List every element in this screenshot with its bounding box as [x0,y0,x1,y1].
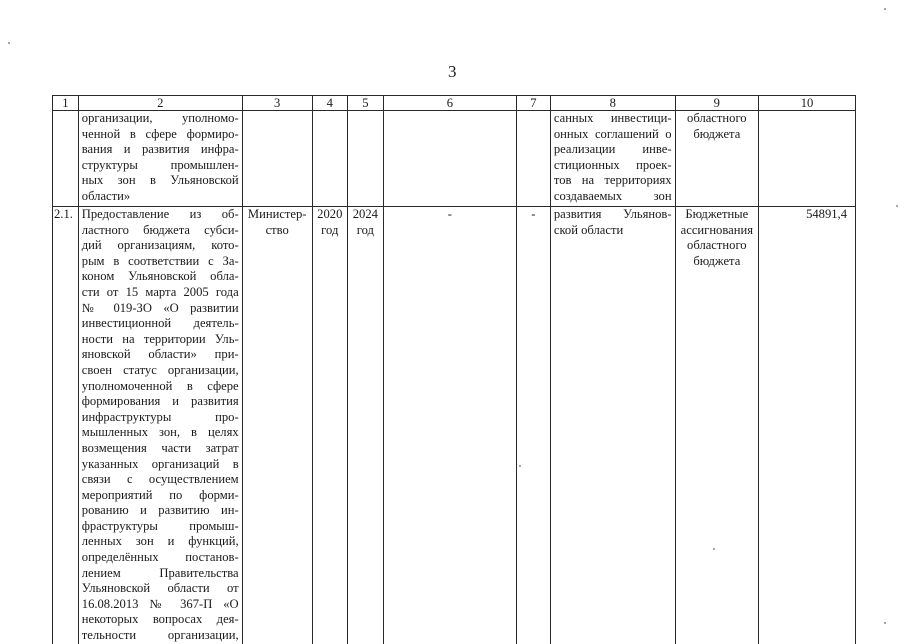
text-line: формирования и развития [81,394,239,409]
row-number-cell: 2.1. [53,207,79,644]
text-line: связи с осуществлением [81,472,239,487]
row-number-cell [53,111,79,207]
table-row [53,207,856,644]
executor-cell [242,111,312,207]
text-line: вания и развития инфра- [81,142,239,157]
text-line: 16.08.2013 № 367-П «О [81,596,239,611]
text-line: ассигнования [680,222,753,237]
text-line: областного [687,238,747,253]
end-year-cell [347,111,383,207]
indicator-text [554,207,672,238]
page-number: 3 [448,62,457,81]
executor-cell [242,207,312,644]
table-row [53,111,856,207]
text-line: определённых постанов- [81,550,239,565]
executor-text [246,207,309,238]
text-line: Предоставление из об- [81,207,239,221]
text-line: рованию и развитию ин- [81,503,239,518]
funding-source-text [679,207,755,269]
col7-cell [516,111,550,207]
text-line: тов на территориях [553,173,672,188]
text-line: ченной в сфере формиро- [81,126,239,141]
text-line: год [321,222,339,237]
text-line: яновской области» при- [81,347,239,362]
text-line: структуры промышлен- [81,157,239,172]
text-line: тельности организации, [81,628,239,643]
indicator-cell [550,111,675,207]
amount-cell [759,111,856,207]
text-line: онных соглашений о [553,126,672,141]
text-line: ленных зон и функций, [81,534,239,549]
header-cell: 4 [312,96,347,111]
header-cell: 6 [383,96,516,111]
description-cell [78,207,242,644]
header-cell: 9 [675,96,758,111]
text-line: инфраструктуры про- [81,409,239,424]
scan-speck [884,8,886,10]
text-line: коном Ульяновской обла- [81,269,239,284]
col6-cell: - [383,207,516,644]
text-line: Министер- [247,207,307,221]
text-line: дий организациям, кото- [81,238,239,253]
text-line: организации, уполномо- [81,111,239,125]
text-line: ластного бюджета субси- [81,222,239,237]
start-year-text [314,207,346,238]
text-line: сти от 15 марта 2005 года [81,284,239,299]
text-line: санных инвестици- [553,111,672,125]
col6-cell [383,111,516,207]
text-line: ности на территории Уль- [81,331,239,346]
text-line: развития Ульянов- [553,207,672,221]
text-line: Бюджетные [685,207,749,221]
indicator-text [554,111,672,205]
text-line: лением Правительства [81,565,239,580]
text-line: возмещения части затрат [81,440,239,455]
text-line: № 019-ЗО «О развитии [81,300,239,315]
program-table [52,95,856,644]
scan-speck [8,42,10,44]
amount-cell: 54891,4 [759,207,856,644]
funding-source-text [679,111,755,142]
scan-speck [519,465,521,467]
text-line: бюджета [693,253,741,268]
description-cell [78,111,242,207]
text-line: бюджета [693,126,741,141]
header-cell: 8 [550,96,675,111]
text-line: стиционных проек- [553,157,672,172]
text-line: Ульяновской области от [81,581,239,596]
funding-source-cell [675,207,758,644]
text-line: год [356,222,374,237]
funding-source-cell [675,111,758,207]
col7-cell: - [516,207,550,644]
text-line: инвестиционной деятель- [81,316,239,331]
text-line: создаваемых зон [553,188,672,203]
scan-speck [884,622,886,624]
header-cell: 10 [759,96,856,111]
text-line: своен статус организации, [81,362,239,377]
end-year-cell [347,207,383,644]
header-cell: 1 [53,96,79,111]
scan-speck [896,205,898,207]
description-text [82,207,239,644]
text-line: ных зон в Ульяновской [81,173,239,188]
text-line: областного [687,111,747,125]
text-line: реализации инве- [553,142,672,157]
text-line: уполномоченной в сфере [81,378,239,393]
text-line: некоторых вопросах дея- [81,612,239,627]
text-line: 2024 [352,207,378,221]
start-year-cell [312,111,347,207]
header-cell: 3 [242,96,312,111]
text-line: рым в соответствии с За- [81,253,239,268]
end-year-text [349,207,382,238]
text-line: мероприятий по форми- [81,487,239,502]
start-year-cell [312,207,347,644]
text-line: указанных организаций в [81,456,239,471]
text-line: ской области [553,222,624,237]
text-line: области» [81,188,131,203]
header-cell: 5 [347,96,383,111]
indicator-cell [550,207,675,644]
text-line: ство [265,222,289,237]
header-row [53,96,856,111]
text-line: мышленных зон, в целях [81,425,239,440]
scan-speck [713,548,715,550]
header-cell: 2 [78,96,242,111]
description-text [82,111,239,205]
text-line: фраструктуры промыш- [81,518,239,533]
text-line: 2020 [317,207,343,221]
header-cell: 7 [516,96,550,111]
